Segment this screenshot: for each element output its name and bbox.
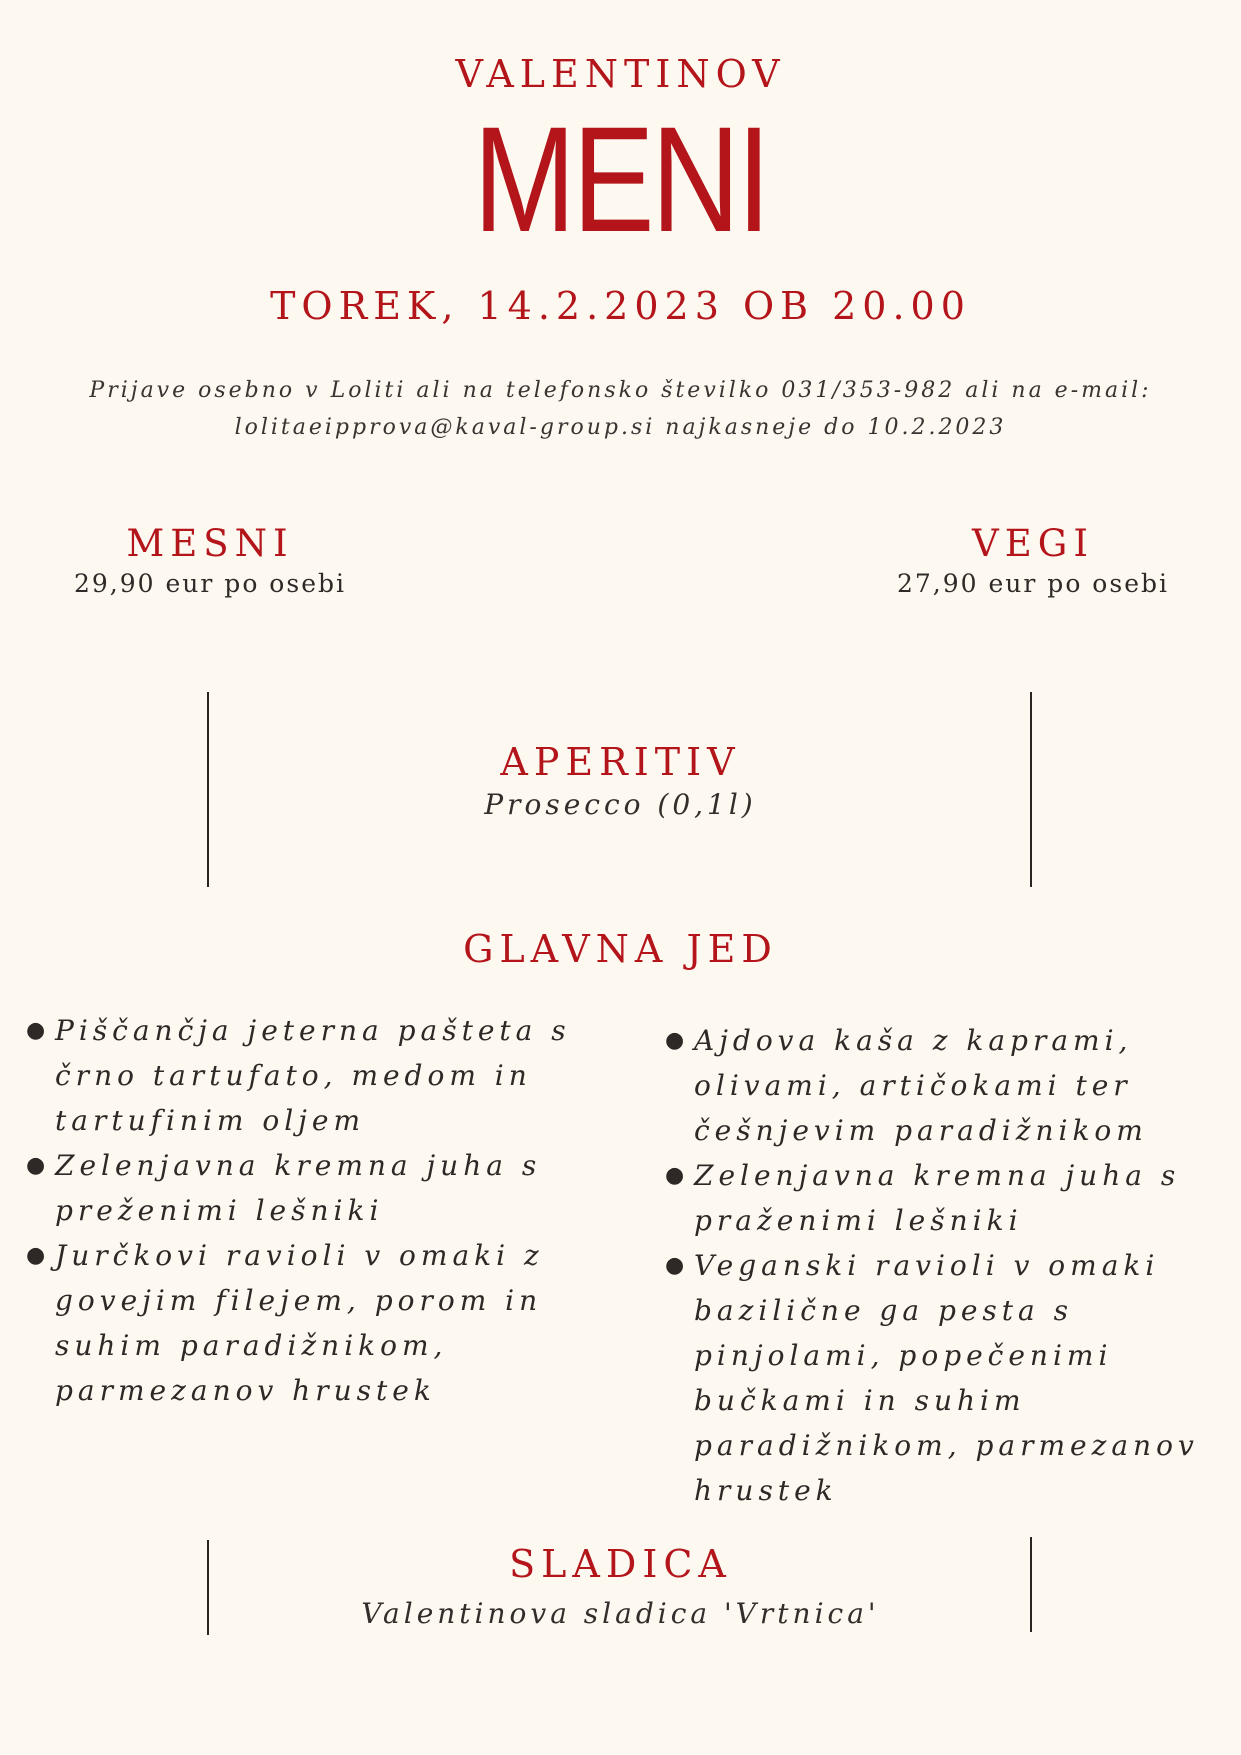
- vegi-dish-list: [665, 1018, 1225, 1513]
- aperitiv-item: Prosecco (0,1l): [484, 788, 757, 821]
- event-date: TOREK, 14.2.2023 OB 20.00: [270, 284, 971, 328]
- list-item: ● Ajdova kaša z kaprami, olivami, artičokami ter češnjevim paradižnikom: [665, 1018, 1225, 1153]
- menu-title: MENI: [473, 95, 768, 263]
- list-item: ● Jurčkovi ravioli v omaki z govejim filejem, porom in suhim paradižnikom, parmezanov hrustek: [26, 1233, 596, 1413]
- bullet-icon: ●: [26, 1243, 51, 1268]
- bullet-icon: ●: [665, 1163, 690, 1188]
- menu-option-vegi: [878, 522, 1188, 598]
- list-item: ● Veganski ravioli v omaki bazilične ga pesta s pinjolami, popečenimi bučkami in suhim paradižnikom, parmezanov hrustek: [665, 1243, 1225, 1513]
- bullet-icon: ●: [26, 1153, 51, 1178]
- menu-option-meat: [55, 522, 365, 598]
- bullet-icon: ●: [665, 1028, 690, 1053]
- list-item: ● Zelenjavna kremna juha s preženimi lešniki: [26, 1143, 596, 1233]
- menu-option-meat-name: MESNI: [126, 522, 294, 565]
- list-item: ● Zelenjavna kremna juha s praženimi lešniki: [665, 1153, 1225, 1243]
- dessert-title: SLADICA: [509, 1542, 732, 1586]
- reservation-note: [0, 372, 1241, 446]
- menu-option-vegi-price: 27,90 eur po osebi: [897, 569, 1169, 598]
- bullet-icon: ●: [665, 1253, 690, 1278]
- menu-kicker: VALENTINOV: [455, 52, 786, 96]
- dessert-item: Valentinova sladica 'Vrtnica': [361, 1597, 880, 1630]
- bullet-icon: ●: [26, 1018, 51, 1043]
- menu-option-vegi-name: VEGI: [972, 522, 1094, 565]
- reservation-note-line2: lolitaeipprova@kaval-group.si najkasneje do 10.2.2023: [234, 415, 1007, 440]
- main-course-title: GLAVNA JED: [463, 927, 778, 971]
- menu-option-meat-price: 29,90 eur po osebi: [74, 569, 346, 598]
- aperitiv-title: APERITIV: [500, 740, 741, 784]
- reservation-note-line1: Prijave osebno v Loliti ali na telefonsko številko 031/353-982 ali na e-mail:: [89, 378, 1152, 403]
- list-item: ● Piščančja jeterna pašteta s črno tartufato, medom in tartufinim oljem: [26, 1008, 596, 1143]
- meat-dish-list: [26, 1008, 596, 1413]
